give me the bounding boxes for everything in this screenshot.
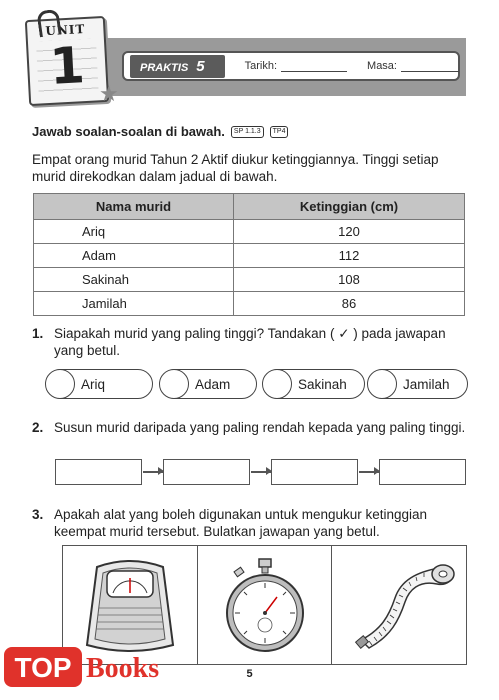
- question-number: 2.: [32, 420, 44, 435]
- arrow-right-icon: [359, 471, 379, 473]
- choice-ariq[interactable]: [46, 369, 153, 399]
- choice-label: Adam: [195, 376, 231, 392]
- instruction: [32, 124, 288, 139]
- praktis-label: PRAKTIS: [140, 61, 189, 74]
- instruction-text: Jawab soalan-soalan di bawah.: [32, 124, 225, 139]
- time-field[interactable]: [367, 60, 459, 72]
- tick-circle[interactable]: [367, 369, 397, 399]
- ordering-row: [55, 459, 467, 485]
- answer-box-4[interactable]: [379, 459, 466, 485]
- tp-badge: TP4: [270, 126, 289, 138]
- date-input-line[interactable]: [281, 60, 347, 72]
- unit-number: 1: [48, 36, 87, 96]
- topbooks-watermark-logo: [2, 643, 182, 691]
- tick-circle[interactable]: [262, 369, 292, 399]
- answer-box-1[interactable]: [55, 459, 142, 485]
- paper-clip-icon: [36, 9, 61, 38]
- question-2: [32, 419, 472, 436]
- unit-tab: [25, 16, 109, 106]
- option-measuring-tape[interactable]: [332, 546, 466, 664]
- svg-text:Books: Books: [86, 653, 160, 684]
- option-stopwatch[interactable]: [198, 546, 333, 664]
- practice-header-panel: [122, 51, 460, 81]
- star-icon: ★: [99, 81, 119, 106]
- question-number: 1.: [32, 326, 44, 341]
- answer-choices: [46, 369, 472, 399]
- time-input-line[interactable]: [401, 60, 459, 72]
- question-1: [32, 325, 472, 359]
- table-row: [34, 292, 465, 316]
- stopwatch-icon: [215, 553, 315, 658]
- question-text: Apakah alat yang boleh digunakan untuk mengukur ketinggian keempat murid tersebut. Bulatkan jawapan yang betul.: [54, 507, 428, 539]
- student-height: 120: [234, 220, 465, 244]
- answer-box-2[interactable]: [163, 459, 250, 485]
- answer-box-3[interactable]: [271, 459, 358, 485]
- choice-adam[interactable]: [160, 369, 257, 399]
- table-row: [34, 220, 465, 244]
- praktis-number: 5: [196, 57, 205, 75]
- date-field[interactable]: [245, 60, 347, 72]
- choice-sakinah[interactable]: [263, 369, 365, 399]
- table-row: [34, 244, 465, 268]
- choice-label: Sakinah: [298, 376, 347, 392]
- tick-circle[interactable]: [159, 369, 189, 399]
- height-table: [33, 193, 465, 316]
- student-height: 108: [234, 268, 465, 292]
- unit-label: UNIT: [45, 22, 86, 39]
- column-header-height: Ketinggian (cm): [234, 194, 465, 220]
- student-name: Adam: [34, 244, 234, 268]
- date-label: Tarikh:: [244, 60, 278, 72]
- column-header-name: Nama murid: [34, 194, 234, 220]
- arrow-right-icon: [251, 471, 271, 473]
- svg-text:TOP: TOP: [14, 652, 72, 683]
- student-name: Jamilah: [34, 292, 234, 316]
- time-label: Masa:: [367, 60, 397, 72]
- choice-jamilah[interactable]: [368, 369, 468, 399]
- arrow-right-icon: [143, 471, 163, 473]
- table-header-row: [34, 194, 465, 220]
- student-height: 86: [234, 292, 465, 316]
- student-name: Ariq: [34, 220, 234, 244]
- choice-label: Ariq: [81, 376, 106, 392]
- choice-label: Jamilah: [403, 376, 450, 392]
- praktis-badge: [130, 55, 225, 78]
- page-number: 5: [246, 668, 253, 680]
- student-name: Sakinah: [34, 268, 234, 292]
- tick-circle[interactable]: [45, 369, 75, 399]
- question-text: Susun murid daripada yang paling rendah kepada yang paling tinggi.: [54, 420, 466, 435]
- question-3: [32, 506, 472, 540]
- sp-badge: SP 1.1.3: [231, 126, 264, 138]
- question-number: 3.: [32, 507, 44, 522]
- measuring-tape-icon: [339, 550, 459, 660]
- weighing-scale-icon: [75, 553, 185, 658]
- table-row: [34, 268, 465, 292]
- question-text: Siapakah murid yang paling tinggi? Tandakan ( ✓ ) pada jawapan yang betul.: [54, 326, 446, 358]
- student-height: 112: [234, 244, 465, 268]
- intro-paragraph: Empat orang murid Tahun 2 Aktif diukur ketinggiannya. Tinggi setiap murid direkodkan dalam jadual di bawah.: [32, 152, 439, 184]
